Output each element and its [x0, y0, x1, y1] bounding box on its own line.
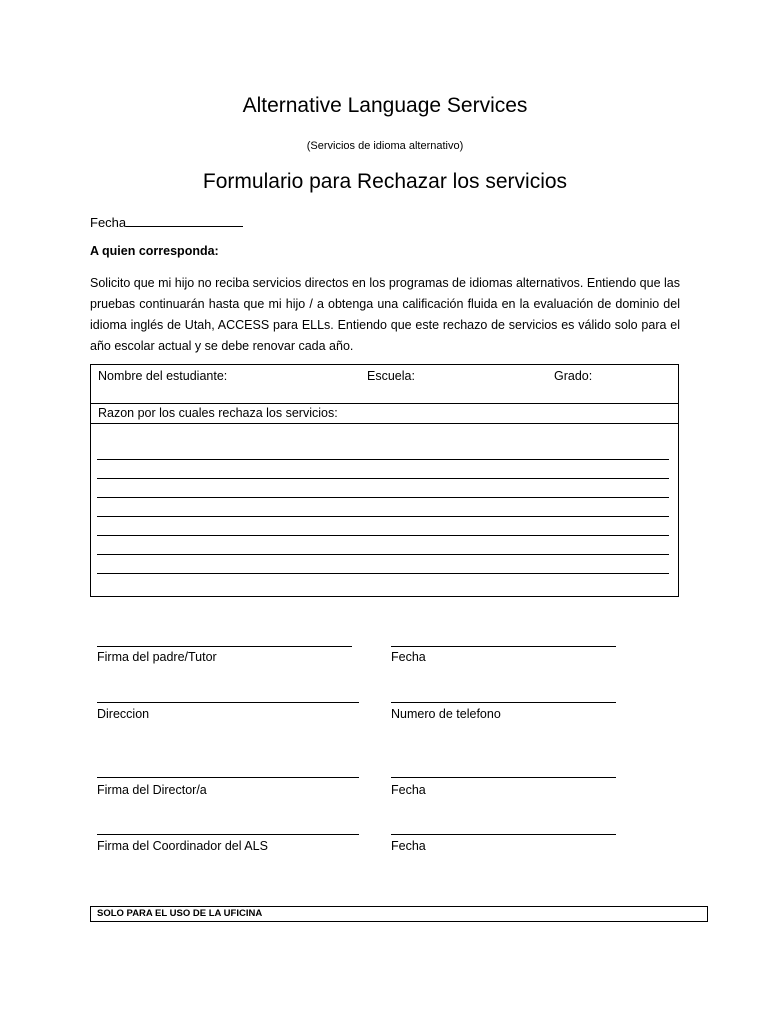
parent-date-line[interactable]: [391, 646, 616, 647]
student-info-box: [90, 364, 679, 597]
letter-body: Solicito que mi hijo no reciba servicios directos en los programas de idiomas alternativos. Entiendo que las pruebas continuarán hasta que mi hijo / a obtenga una calificación fluida en la evaluación de dominio del idioma inglés de Utah, ACCESS para ELLs. Entiendo que este rechazo de servicios es válido solo para el año escolar actual y se debe renovar cada año.: [90, 276, 680, 353]
parent-date-label: Fecha: [391, 650, 426, 664]
phone-line[interactable]: [391, 702, 616, 703]
reason-line[interactable]: [97, 497, 669, 498]
phone-label: Numero de telefono: [391, 707, 501, 721]
grade-label: Grado:: [554, 369, 593, 383]
reason-line[interactable]: [97, 573, 669, 574]
school-label: Escuela:: [367, 369, 415, 383]
page-subtitle: (Servicios de idioma alternativo): [306, 140, 464, 152]
reason-line[interactable]: [97, 516, 669, 517]
director-date-label: Fecha: [391, 783, 426, 797]
reason-row: [91, 404, 678, 424]
coordinator-signature-line[interactable]: [97, 834, 359, 835]
reason-label: Razon por los cuales rechaza los servicios:: [98, 406, 338, 420]
letter-greeting: A quien corresponda:: [90, 244, 219, 258]
student-info-row: [91, 365, 678, 404]
reason-line[interactable]: [97, 459, 669, 460]
parent-signature-label: Firma del padre/Tutor: [97, 650, 217, 664]
student-name-label: Nombre del estudiante:: [98, 369, 228, 383]
parent-signature-line[interactable]: [97, 646, 352, 647]
page-title: Alternative Language Services: [242, 94, 528, 117]
date-label: Fecha: [90, 215, 127, 230]
address-line[interactable]: [97, 702, 359, 703]
reason-line[interactable]: [97, 478, 669, 479]
coordinator-date-line[interactable]: [391, 834, 616, 835]
reason-line[interactable]: [97, 554, 669, 555]
date-field: [90, 214, 243, 230]
date-input-line[interactable]: [126, 214, 243, 227]
director-signature-label: Firma del Director/a: [97, 783, 207, 797]
director-signature-line[interactable]: [97, 777, 359, 778]
form-title: Formulario para Rechazar los servicios: [202, 170, 568, 193]
address-label: Direccion: [97, 707, 150, 721]
office-use-box: SOLO PARA EL USO DE LA UFICINA: [90, 906, 708, 922]
coordinator-date-label: Fecha: [391, 839, 426, 853]
director-date-line[interactable]: [391, 777, 616, 778]
reason-line[interactable]: [97, 535, 669, 536]
coordinator-signature-label: Firma del Coordinador del ALS: [97, 839, 268, 853]
